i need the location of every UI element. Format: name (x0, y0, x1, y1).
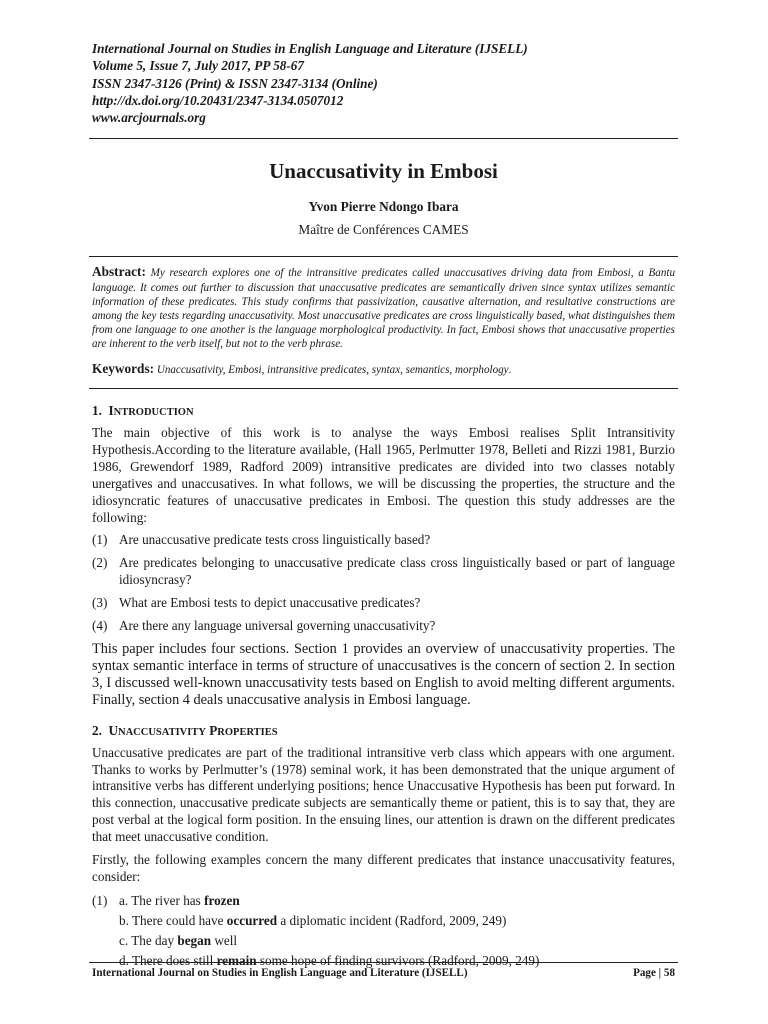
abstract-bottom-divider (89, 388, 678, 389)
author-affiliation: Maître de Conférences CAMES (298, 222, 469, 238)
examples-intro-paragraph: Firstly, the following examples concern the many different predicates that instance unaccusativity features, consider: (92, 852, 675, 884)
abstract-text: My research explores one of the intransitive predicates called unaccusatives driving data from Embosi, a Bantu language. It comes out further to discussion that unaccusative predicates are semantically driven since syntax utilizes semantic information of these predicates. This study confirms that passivization, causative alternation, and resultative constructions are among the key tests regarding unaccusativity. Most unaccusative predicates are cross linguistically based, what distinguishes them from one language to one another is the language morphological productivity. In fact, Embosi shows that unaccusative properties are inherent to the verb itself, but not to the verb phrase. (92, 267, 675, 350)
website-link[interactable]: www.arcjournals.org (92, 110, 206, 126)
question-number: (3) (92, 595, 108, 611)
keywords-end: . (508, 364, 512, 377)
example-text: some hope of finding survivors (Radford, 2009, 249) (256, 952, 540, 968)
header-divider (89, 138, 678, 139)
question-number: (1) (92, 532, 108, 548)
example-verb: remain (216, 952, 257, 968)
properties-paragraph: Unaccusative predicates are part of the traditional intransitive verb class which appears with one argument. Thanks to works by Perlmutter’s (1978) seminal work, it has been demonstrated that the unique argument of intransitive verbs has different underlying positions; hence Unaccusative Hypothesis has been put forward. In this connection, unaccusative predicate subjects are semantically theme or patient, this is to say that, they are post verbal at the logical form position. In the ensuing lines, our attention is drawn on the different predicates that meet unaccusative condition. (92, 744, 675, 845)
section-2-heading (92, 723, 675, 739)
question-text: Are there any language universal governing unaccusativity? (119, 618, 436, 634)
section-number: 2. (92, 722, 102, 738)
volume-info: Volume 5, Issue 7, July 2017, PP 58-67 (92, 58, 304, 74)
question-number: (4) (92, 618, 108, 634)
example-item (92, 893, 675, 910)
heading-rest: NTRODUCTION (113, 407, 194, 419)
question-item (92, 532, 675, 549)
issn-info: ISSN 2347-3126 (Print) & ISSN 2347-3134 (Online) (92, 75, 378, 91)
overview-paragraph: This paper includes four sections. Section 1 provides an overview of unaccusativity properties. The syntax semantic interface in terms of structure of unaccusatives is the concern of section 2. In section 3, I discussed well-known unaccusativity tests based on English to avoid melting different arguments. Finally, section 4 deals unaccusative analysis in Embosi language. (92, 641, 675, 708)
paper-page (92, 40, 675, 970)
example-number: (1) (92, 892, 108, 908)
example-text: c. The day (119, 932, 178, 948)
author-name: Yvon Pierre Ndongo Ibara (308, 199, 459, 215)
heading-initial: P (209, 722, 218, 738)
question-item (92, 618, 675, 635)
example-verb: occurred (226, 912, 278, 928)
question-item (92, 595, 675, 612)
example-text: a diplomatic incident (Radford, 2009, 249) (277, 912, 507, 928)
example-item (92, 913, 675, 930)
abstract (92, 265, 675, 351)
journal-header (92, 40, 675, 126)
paper-title: Unaccusativity in Embosi (269, 159, 498, 184)
journal-name: International Journal on Studies in English Language and Literature (IJSELL) (92, 41, 528, 56)
section-1-heading (92, 403, 675, 419)
doi-link[interactable]: http://dx.doi.org/10.20431/2347-3134.0507012 (92, 92, 344, 108)
example-block (92, 893, 675, 970)
page-footer (92, 967, 675, 979)
abstract-top-divider (89, 256, 678, 257)
abstract-label: Abstract: (92, 264, 146, 280)
footer-journal: International Journal on Studies in English Language and Literature (IJSELL) (92, 967, 468, 979)
keywords-text: Unaccusativity, Embosi, intransitive predicates, syntax, semantics, morphology (156, 364, 509, 377)
example-verb: frozen (204, 892, 240, 908)
intro-paragraph: The main objective of this work is to analyse the ways Embosi realises Split Intransitivity Hypothesis.According to the literature available, (Hall 1965, Perlmutter 1978, Belleti and Rizzi 1981, Burzio 1986, Grewendorf 1989, Radford 2009) intransitive predicates are divided into two classes notably unergatives and unaccusatives. In what follows, we will be discussing the properties, the structure and the idiosyncratic features of unaccusative predicates in Embosi. The question this study addresses are the following: (92, 425, 675, 525)
heading-initial: I (108, 403, 114, 419)
example-text: b. There could have (119, 912, 227, 928)
example-text: a. The river has (119, 892, 205, 908)
keywords-label: Keywords: (92, 361, 155, 377)
heading-initial: U (108, 722, 119, 738)
question-number: (2) (92, 555, 108, 571)
section-number: 1. (92, 403, 102, 419)
keywords (92, 361, 675, 377)
example-item (92, 933, 675, 950)
heading-rest: ROPERTIES (217, 726, 278, 738)
heading-rest: NACCUSATIVITY (118, 726, 206, 738)
example-text: d. There does still (119, 952, 217, 968)
footer-divider (89, 962, 678, 963)
example-text: well (211, 932, 238, 948)
page-number: Page | 58 (633, 967, 675, 979)
question-text: What are Embosi tests to depict unaccusative predicates? (119, 595, 421, 611)
question-item (92, 555, 675, 589)
example-verb: began (177, 932, 212, 948)
question-text: Are unaccusative predicate tests cross linguistically based? (119, 532, 431, 548)
question-text: Are predicates belonging to unaccusative predicate class cross linguistically based or part of language idiosyncrasy? (119, 555, 675, 588)
